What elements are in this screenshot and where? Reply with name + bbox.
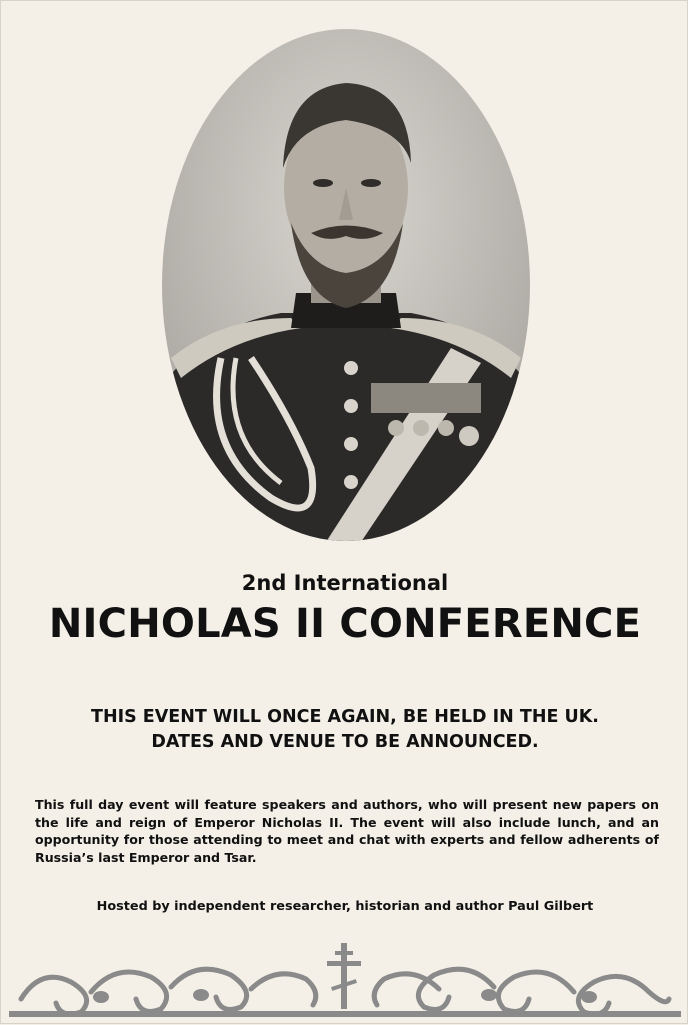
host-credit: Hosted by independent researcher, historian and author Paul Gilbert [96, 899, 594, 914]
conference-title: NICHOLAS II CONFERENCE [48, 601, 642, 647]
conference-subtitle: 2nd International [241, 571, 449, 595]
event-description: This full day event will feature speakers and authors, who will present new papers on the life and reign of Emperor Nicholas II. The event will also include lunch, and an opportunity for those attending to meet and chat with experts and fellow adherents of Russia’s last Emperor and Tsar. [35, 797, 659, 865]
announcement-line-1: THIS EVENT WILL ONCE AGAIN, BE HELD IN THE UK. [91, 707, 599, 727]
orthodox-cross-icon [327, 943, 361, 1009]
ornamental-border [1, 937, 688, 1025]
nicholas-portrait [161, 28, 531, 542]
announcement-line-2: DATES AND VENUE TO BE ANNOUNCED. [151, 732, 539, 752]
announcement [1, 705, 688, 755]
